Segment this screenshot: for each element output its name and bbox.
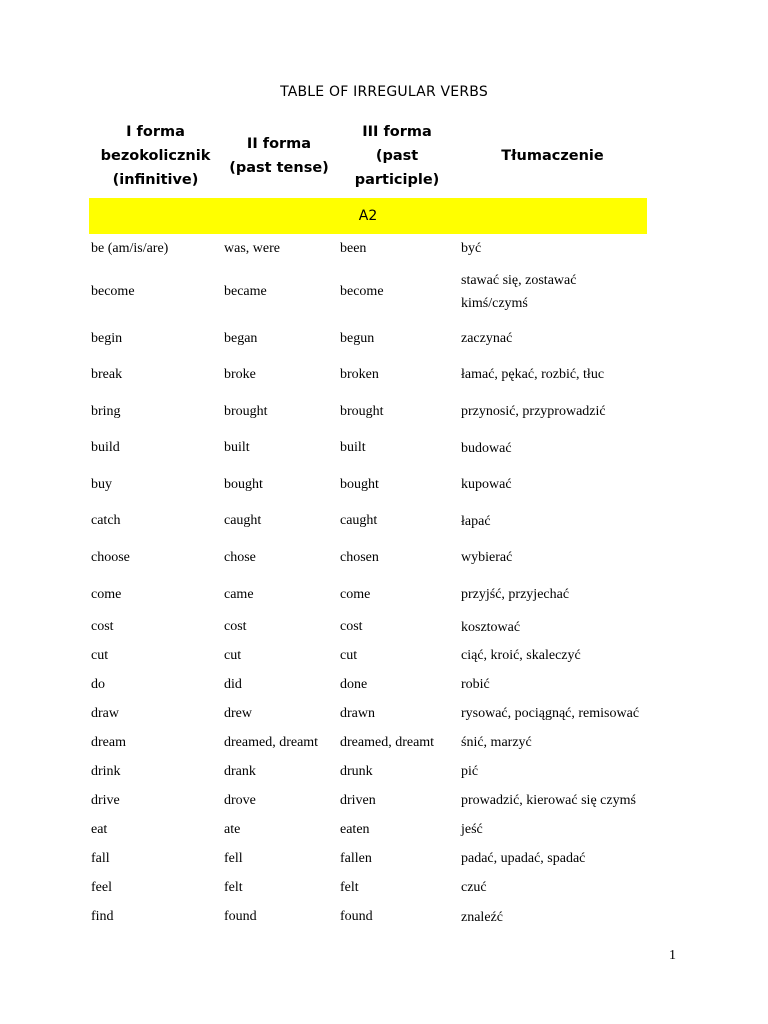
cell-infinitive: be (am/is/are): [91, 240, 169, 256]
table-row: [89, 699, 647, 728]
cell-infinitive: become: [91, 284, 135, 299]
cell-translation: przynosić, przyprowadzić: [461, 404, 606, 419]
cell-past-participle: chosen: [340, 549, 379, 565]
table-row: [89, 757, 647, 786]
cell-past-participle: driven: [340, 792, 376, 808]
cell-past-tense: felt: [224, 879, 243, 895]
cell-past-participle: come: [340, 586, 371, 602]
cell-past-tense: drove: [224, 792, 256, 808]
header-past-participle-line: (past: [375, 148, 419, 164]
cell-infinitive: build: [91, 440, 120, 455]
header-past-tense-line: (past tense): [229, 160, 329, 176]
table-row: [89, 393, 647, 430]
cell-translation: pić: [461, 764, 479, 779]
table-row: [89, 844, 647, 873]
table-row: [89, 576, 647, 613]
cell-infinitive: drink: [91, 763, 121, 779]
cell-past-participle: been: [340, 240, 367, 256]
header-past-participle-line: participle): [354, 172, 440, 188]
cell-translation: śnić, marzyć: [461, 735, 532, 750]
cell-past-tense: came: [224, 586, 254, 602]
cell-past-tense: cost: [224, 619, 247, 634]
cell-past-tense: was, were: [224, 240, 280, 256]
cell-past-tense: ate: [224, 821, 241, 837]
cell-past-participle: found: [340, 909, 373, 924]
page-number: 1: [669, 948, 676, 963]
cell-past-tense: broke: [224, 366, 256, 382]
cell-infinitive: drive: [91, 792, 120, 808]
table-row: [89, 815, 647, 844]
cell-translation: robić: [461, 677, 490, 692]
cell-translation: rysować, pociągnąć, remisować: [461, 706, 640, 721]
cell-translation: czuć: [461, 880, 487, 895]
table-row: [89, 234, 647, 263]
document-title: TABLE OF IRREGULAR VERBS: [280, 84, 488, 100]
cell-infinitive: eat: [91, 821, 108, 837]
table-row: [89, 466, 647, 503]
cell-translation: jeść: [461, 822, 483, 837]
cell-infinitive: draw: [91, 705, 119, 721]
cell-infinitive: dream: [91, 734, 126, 750]
cell-past-tense: drew: [224, 705, 252, 721]
cell-past-participle: brought: [340, 403, 384, 419]
table-row: [89, 670, 647, 699]
cell-infinitive: find: [91, 909, 114, 924]
cell-past-participle: caught: [340, 513, 378, 528]
table-row: [89, 503, 647, 539]
cell-translation: znaleźć: [461, 909, 503, 925]
cell-past-participle: drunk: [340, 763, 373, 779]
table-row: [89, 356, 647, 393]
cell-past-tense: brought: [224, 403, 268, 419]
header-translation-line: Tłumaczenie: [501, 148, 604, 164]
table-row: [89, 430, 647, 466]
cell-past-tense: bought: [224, 476, 263, 492]
cell-infinitive: cost: [91, 619, 114, 634]
table-row: [89, 873, 647, 902]
cell-translation: kosztować: [461, 619, 521, 635]
cell-translation: padać, upadać, spadać: [461, 851, 586, 866]
table-row: [89, 786, 647, 815]
cell-past-participle: cost: [340, 619, 363, 634]
cell-translation: łapać: [461, 513, 491, 529]
table-row: [89, 321, 647, 356]
cell-infinitive: choose: [91, 549, 130, 565]
cell-translation: łamać, pękać, rozbić, tłuc: [461, 367, 605, 382]
cell-infinitive: fall: [91, 850, 110, 866]
cell-past-tense: built: [224, 440, 250, 455]
cell-past-tense: caught: [224, 513, 262, 528]
table-row: [89, 728, 647, 757]
cell-past-tense: found: [224, 909, 257, 924]
cell-past-participle: cut: [340, 647, 358, 663]
table-row: [89, 263, 647, 321]
header-past-tense: [222, 120, 336, 192]
table-row: [89, 641, 647, 670]
cell-past-participle: built: [340, 440, 366, 455]
cell-past-tense: chose: [224, 549, 256, 565]
cell-past-tense: cut: [224, 647, 242, 663]
cell-translation: przyjść, przyjechać: [461, 587, 570, 602]
cell-infinitive: do: [91, 676, 105, 692]
cell-past-participle: begun: [340, 330, 375, 346]
cell-translation: ciąć, kroić, skaleczyć: [461, 648, 581, 663]
cell-infinitive: catch: [91, 513, 121, 528]
cell-past-participle: dreamed, dreamt: [340, 734, 435, 750]
cell-past-tense: became: [224, 284, 267, 299]
cell-translation: być: [461, 241, 482, 256]
cell-translation: budować: [461, 440, 512, 456]
cell-past-tense: did: [224, 676, 242, 692]
cell-past-participle: bought: [340, 476, 379, 492]
table-row: [89, 613, 647, 641]
cell-infinitive: break: [91, 366, 123, 382]
cell-infinitive: feel: [91, 879, 112, 895]
cell-infinitive: come: [91, 586, 122, 602]
header-infinitive-line: (infinitive): [112, 172, 199, 188]
header-infinitive-line: bezokolicznik: [100, 148, 211, 164]
table-row: [89, 539, 647, 576]
cell-infinitive: cut: [91, 647, 109, 663]
cell-past-tense: began: [224, 330, 258, 346]
cell-infinitive: bring: [91, 403, 121, 419]
table-header: [89, 120, 647, 192]
table-row: [89, 902, 647, 932]
header-past-participle: [336, 120, 458, 192]
cell-past-tense: dreamed, dreamt: [224, 734, 319, 750]
cell-past-participle: broken: [340, 366, 379, 382]
cell-translation: prowadzić, kierować się czymś: [461, 793, 636, 808]
cell-past-participle: felt: [340, 879, 359, 895]
cell-translation: kupować: [461, 477, 512, 492]
cell-past-participle: become: [340, 284, 384, 299]
header-past-tense-line: II forma: [246, 136, 312, 152]
cell-infinitive: buy: [91, 476, 112, 492]
cell-translation: wybierać: [461, 550, 513, 565]
cell-past-participle: drawn: [340, 705, 375, 721]
cell-past-participle: done: [340, 676, 368, 692]
cell-infinitive: begin: [91, 330, 123, 346]
section-band-a2: [89, 198, 647, 234]
cell-past-tense: drank: [224, 763, 256, 779]
verb-table-body: [89, 234, 647, 932]
cell-translation: zaczynać: [461, 331, 513, 346]
cell-past-participle: eaten: [340, 821, 370, 837]
cell-translation: stawać się, zostawać kimś/czymś: [461, 273, 577, 311]
cell-past-tense: fell: [224, 850, 243, 866]
header-translation: [458, 120, 647, 192]
header-infinitive-line: I forma: [126, 124, 185, 140]
header-infinitive: [89, 120, 222, 192]
header-past-participle-line: III forma: [362, 124, 432, 140]
cell-past-participle: fallen: [340, 850, 372, 866]
section-label: A2: [358, 208, 378, 224]
